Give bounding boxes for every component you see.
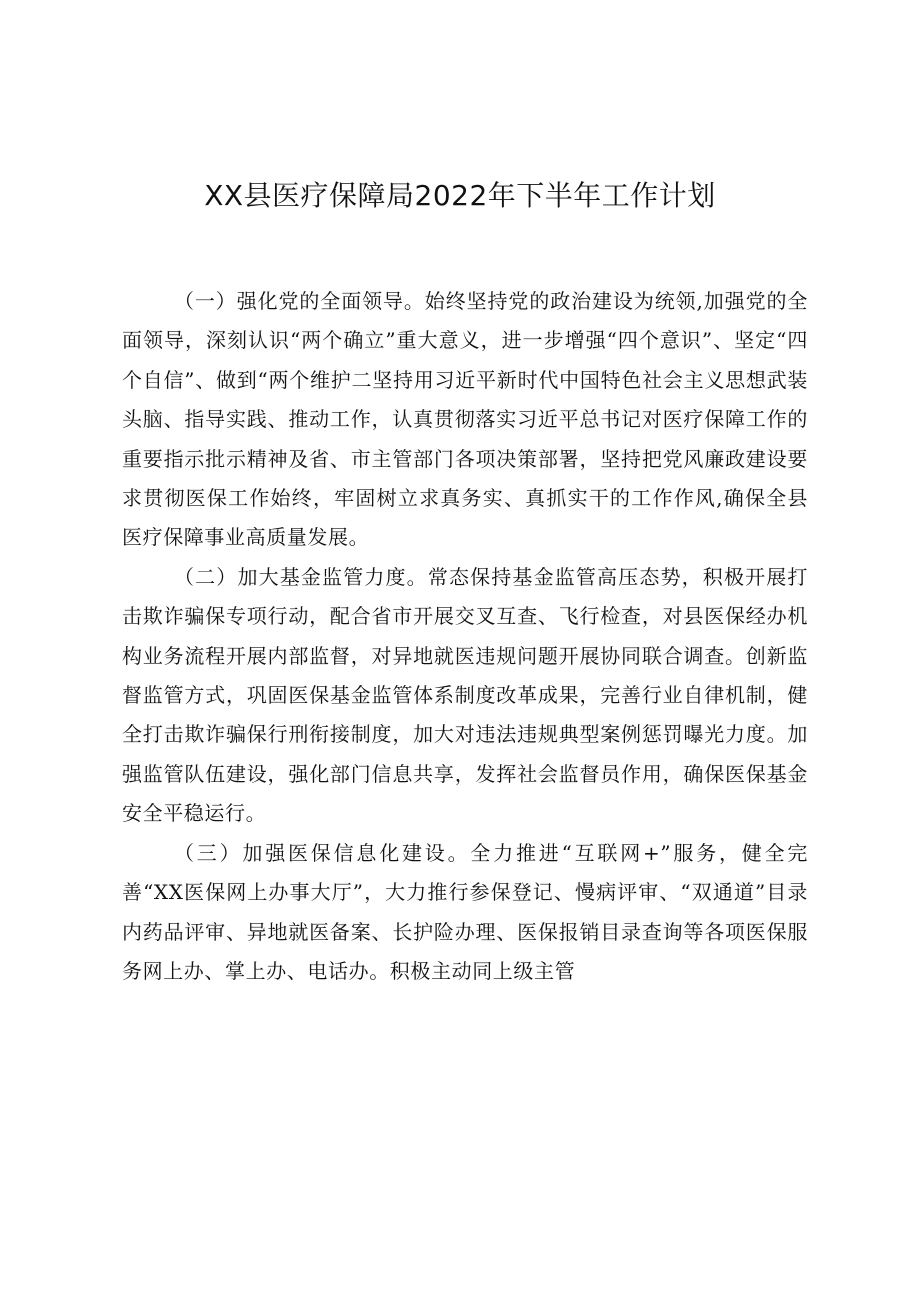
paragraph-informatization: （三）加强医保信息化建设。全力推进“互联网+”服务，健全完善“XX医保网上办事大厅”，大力推行参保登记、慢病评审、“双通道”目录内药品评审、异地就医备案、长护险办理、医保报销目录查询等各项医保服务网上办、掌上办、电话办。积极主动同上级主管 (122, 840, 808, 983)
paragraph-fund-supervision: （二）加大基金监管力度。常态保持基金监管高压态势，积极开展打击欺诈骗保专项行动，配合省市开展交叉互查、飞行检查，对县医保经办机构业务流程开展内部监督，对异地就医违规问题开展协同联合调查。创新监督监管方式，巩固医保基金监管体系制度改革成果，完善行业自律机制，健全打击欺诈骗保行刑衔接制度，加大对违法违规典型案例惩罚曝光力度。加强监管队伍建设，强化部门信息共享，发挥社会监督员作用，确保医保基金安全平稳运行。 (122, 564, 808, 826)
document-body (122, 282, 808, 991)
paragraph-party-leadership: （一）强化党的全面领导。始终坚持党的政治建设为统领,加强党的全面领导，深刻认识“两个确立”重大意义，进一步增强“四个意识”、坚定“四个自信”、做到“两个维护二坚持用习近平新时代中国特色社会主义思想武装头脑、指导实践、推动工作，认真贯彻落实习近平总书记对医疗保障工作的重要指示批示精神及省、市主管部门各项决策部署，坚持把党风廉政建设要求贯彻医保工作始终，牢固树立求真务实、真抓实干的工作作风,确保全县医疗保障事业高质量发展。 (122, 289, 808, 550)
document-title: XX县医疗保障局2022年下半年工作计划 (204, 179, 716, 212)
